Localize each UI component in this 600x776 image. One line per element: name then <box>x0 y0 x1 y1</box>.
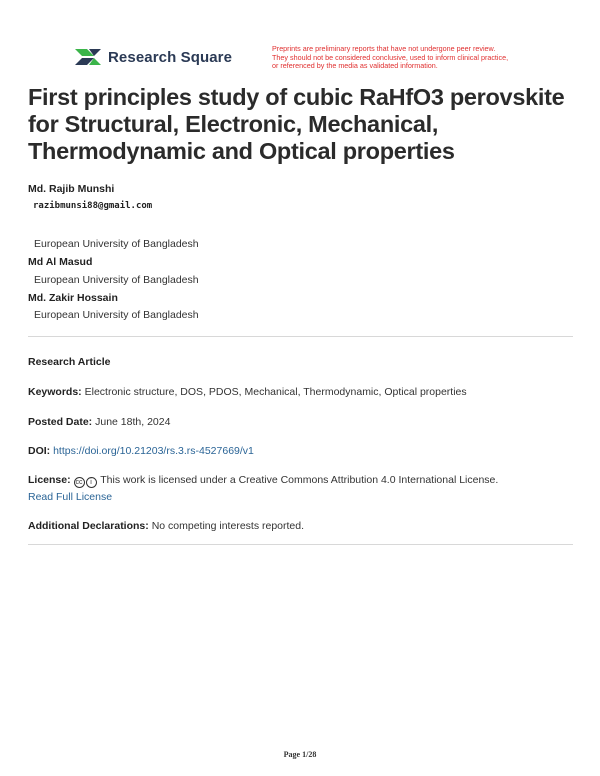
additional-declarations <box>28 520 304 532</box>
license-label: License: <box>28 474 71 486</box>
notice-line: They should not be considered conclusive, used to inform clinical practice, <box>272 52 509 62</box>
brand-name: Research Square <box>108 48 233 66</box>
cc-by-icon: i <box>86 477 97 488</box>
declarations-value: No competing interests reported. <box>151 520 305 532</box>
notice-line: or referenced by the media as validated information. <box>272 61 438 71</box>
research-square-logo-icon <box>74 46 102 68</box>
article-type <box>28 356 111 368</box>
notice-line: Preprints are preliminary reports that have not undergone peer review. <box>272 44 496 53</box>
divider <box>28 544 573 545</box>
doi-label: DOI: <box>28 445 51 457</box>
author-name: Md. Zakir Hossain <box>28 292 118 304</box>
divider <box>28 336 573 337</box>
author-affiliation: European University of Bangladesh <box>34 274 199 286</box>
license <box>28 474 498 488</box>
article-type-label: Research Article <box>28 356 111 368</box>
author-email[interactable]: razibmunsi88@gmail.com <box>33 201 153 211</box>
license-text: This work is licensed under a Creative Commons Attribution 4.0 International License. <box>100 474 499 486</box>
posted-date-value: June 18th, 2024 <box>95 416 171 428</box>
doi-link[interactable]: https://doi.org/10.21203/rs.3.rs-4527669/v1 <box>53 445 254 457</box>
paper-title: First principles study of cubic RaHfO3 perovskite for Structural, Electronic, Mechanical, Thermodynamic and Optical properties <box>28 84 565 164</box>
read-full-license-link[interactable]: Read Full License <box>28 491 113 503</box>
declarations-label: Additional Declarations: <box>28 520 149 532</box>
author-affiliation: European University of Bangladesh <box>34 309 199 321</box>
keywords <box>28 386 467 398</box>
cc-icon: cc <box>75 479 83 486</box>
author-affiliation: European University of Bangladesh <box>34 238 199 250</box>
page-number: Page 1/28 <box>283 750 317 759</box>
keywords-label: Keywords: <box>28 386 82 398</box>
doi <box>28 445 254 457</box>
preprint-notice <box>272 45 547 71</box>
author-name: Md. Rajib Munshi <box>28 183 115 195</box>
author-name: Md Al Masud <box>28 256 93 268</box>
posted-date-label: Posted Date: <box>28 416 93 428</box>
research-square-logo[interactable] <box>74 46 232 68</box>
posted-date <box>28 416 170 428</box>
keywords-value: Electronic structure, DOS, PDOS, Mechanical, Thermodynamic, Optical properties <box>84 386 467 398</box>
